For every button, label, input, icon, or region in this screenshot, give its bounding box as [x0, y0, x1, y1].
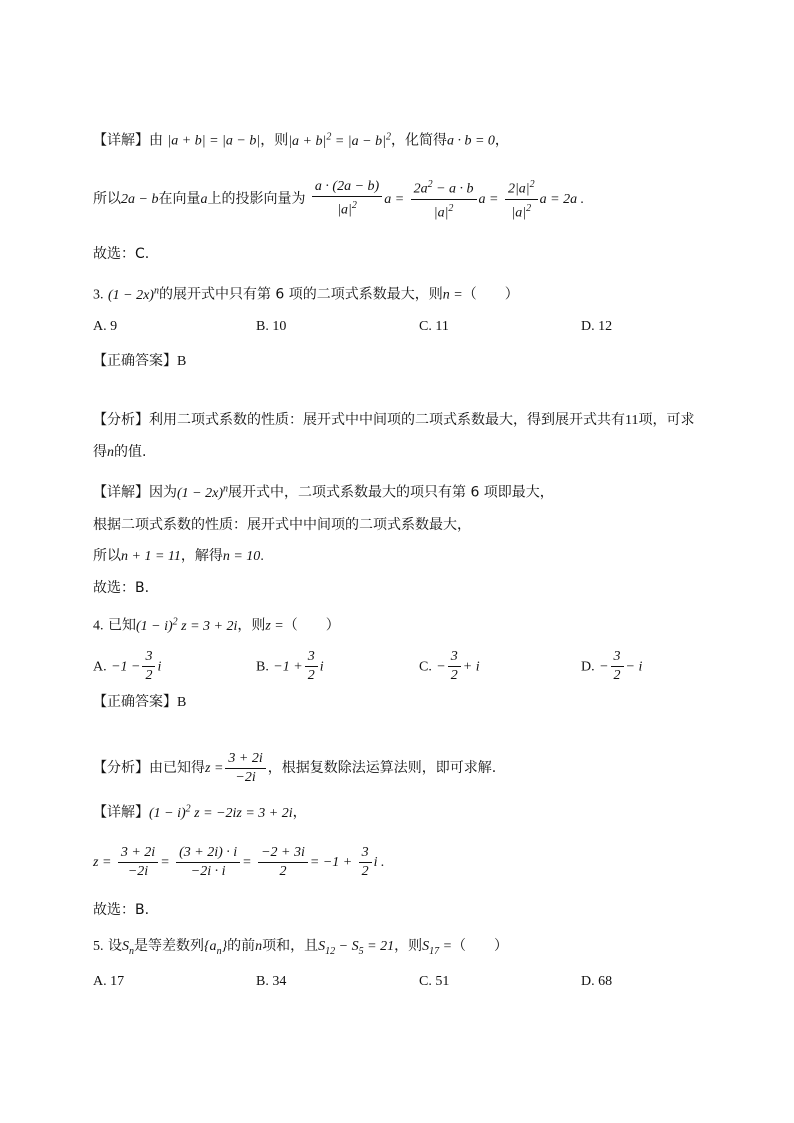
q5-option-a[interactable]: A. 17	[93, 974, 125, 989]
question-4	[93, 612, 340, 637]
q5-option-d[interactable]: D. 68	[581, 974, 613, 989]
q4-option-a[interactable]: A. −1 − $\frac{3}{2}$ i	[93, 649, 162, 683]
question-number: 4.	[93, 618, 104, 634]
analysis-label: 【分析】	[93, 412, 149, 428]
formula: $(1 - 2x)^n$	[107, 285, 159, 303]
formula: $|a + b|^2 = |a - b|^2$	[288, 131, 391, 149]
detail-label: 【详解】	[93, 484, 149, 501]
formula: a	[200, 192, 208, 208]
analysis-label: 【分析】	[93, 760, 149, 776]
q4-answer	[93, 692, 186, 713]
text: （ ）	[462, 286, 519, 303]
text: （ ）	[283, 617, 340, 634]
question-number: 3.	[93, 287, 104, 303]
text: 的值.	[114, 444, 147, 460]
q3-detail-1	[93, 479, 554, 504]
q4-analysis: 【分析】由已知得z = $\frac{3 + 2i}{-2i}$ ，根据复数除法运算法则，即可求解.	[93, 750, 497, 785]
text: 设	[107, 938, 122, 954]
q4-option-c[interactable]: C. − $\frac{3}{2}$ + i	[419, 649, 480, 683]
formula: $(1 - i)^2$ z = −2iz = 3 + 2i	[149, 803, 293, 821]
q4-option-d[interactable]: D. − $\frac{3}{2}$ − i	[581, 649, 643, 683]
detail-label: 【详解】	[93, 804, 149, 821]
formula: a · b = 0	[446, 133, 495, 149]
q4-detail-2: z = $\frac{3 + 2i}{-2i}$ = $\frac{(3 + 2i) \cdot i}{-2i \cdot i}$ = $\frac{-2 + 3i}{2}$ = −1 + $\frac{3}{2}$ i .	[93, 844, 385, 879]
fraction: $\frac{2|a|^2}{|a|^2}$	[505, 176, 538, 222]
text: 由	[149, 132, 163, 149]
text: （ ）	[452, 938, 509, 954]
text: ，则	[260, 132, 289, 149]
formula: n	[107, 445, 114, 460]
q5-option-c[interactable]: C. 51	[419, 974, 450, 989]
q3-answer	[93, 351, 186, 372]
text: 利用二项式系数的性质：展开式中中间项的二项式系数最大，得到展开式共有	[149, 412, 625, 428]
text: 上的投影向量为	[207, 191, 306, 208]
answer-value: B	[177, 354, 187, 369]
fraction: $\frac{(3 + 2i) \cdot i}{-2i \cdot i}$	[176, 844, 240, 881]
q4-choose: 故选：B.	[93, 902, 150, 918]
text: 所以	[93, 191, 121, 208]
q3-option-d[interactable]: D. 12	[581, 319, 613, 334]
text: 在向量	[158, 191, 201, 208]
fraction: $\frac{2a^2 - a \cdot b}{|a|^2}$	[411, 176, 477, 222]
question-3	[93, 281, 519, 306]
text: ，	[494, 132, 509, 149]
text: 项和，且	[262, 938, 319, 954]
answer-label: 【正确答案】	[93, 353, 177, 369]
fraction: $\frac{3}{2}$	[359, 844, 372, 881]
text: 的展开式中只有第 6 项的二项式系数最大，则	[158, 286, 443, 303]
answer-label: 【正确答案】	[93, 694, 177, 710]
formula: n =	[442, 287, 463, 303]
text: 得	[93, 444, 107, 460]
q3-detail-3	[93, 546, 264, 567]
formula: z =	[265, 618, 284, 634]
formula: 2a − b	[121, 192, 159, 208]
fraction: $\frac{-2 + 3i}{2}$	[258, 844, 308, 881]
q3-analysis-2	[93, 442, 146, 463]
option-label: B.	[256, 659, 269, 675]
option-label: C.	[419, 659, 432, 675]
q4-option-b[interactable]: B. −1 + $\frac{3}{2}$ i	[256, 649, 324, 683]
q3-option-c[interactable]: C. 11	[419, 319, 449, 334]
text: 因为	[149, 484, 177, 501]
fraction: $\frac{3 + 2i}{-2i}$	[225, 750, 265, 787]
fraction: $\frac{3 + 2i}{-2i}$	[118, 844, 158, 881]
question-number: 5.	[93, 939, 104, 954]
formula: $(1 - i)^2$ z = 3 + 2i	[135, 616, 238, 634]
text: .	[260, 549, 264, 564]
q4-detail-1: 【详解】$(1 - i)^2$ z = −2iz = 3 + 2i，	[93, 803, 307, 821]
choose-c: 故选：C.	[93, 246, 150, 262]
text: 的前	[227, 938, 256, 954]
detail-line-1	[93, 127, 509, 152]
text: ，则	[237, 617, 266, 634]
answer-value: B	[177, 695, 187, 710]
q3-option-b[interactable]: B. 10	[256, 319, 287, 334]
q5-option-b[interactable]: B. 34	[256, 974, 287, 989]
text: 11	[625, 413, 639, 428]
q3-detail-2: 根据二项式系数的性质：展开式中中间项的二项式系数最大，	[93, 517, 471, 533]
formula: n = 10	[222, 549, 261, 564]
detail-label: 【详解】	[93, 132, 149, 149]
q3-option-a[interactable]: A. 9	[93, 319, 118, 334]
formula: |a + b| = |a − b|	[167, 133, 261, 149]
text: 展开式中，二项式系数最大的项只有第 6 项即最大，	[228, 484, 554, 501]
text: 所以	[93, 548, 121, 564]
formula: $(1 - 2x)^n$	[177, 483, 228, 501]
text: 是等差数列	[133, 938, 204, 954]
text: ，解得	[180, 548, 223, 564]
q3-choose: 故选：B.	[93, 580, 150, 596]
text: 由已知得	[149, 760, 205, 776]
option-label: D.	[581, 659, 595, 675]
fraction: $\frac{a \cdot (2a - b)}{|a|^2}$	[312, 178, 382, 220]
option-label: A.	[93, 659, 107, 675]
question-5: 5. 设$S_n$是等差数列$\{a_n\}$的前n项和，且$S_{12} - S_5 = 21$，则$S_{17}$ =（ ）	[93, 938, 509, 957]
text: 已知	[107, 617, 136, 634]
q3-analysis-1	[93, 410, 694, 431]
text: ，化简得	[390, 132, 447, 149]
text: 项，可求	[638, 412, 695, 428]
text: ，则	[394, 938, 423, 954]
detail-line-2: 所以2a − b在向量a上的投影向量为 $\frac{a \cdot (2a - b)}{|a|^2}$ a = $\frac{2a^2 - a \cdot b}{|a|^2}$ a = $\frac{2|a|^2}{|a|^2}$ a = 2a .	[93, 176, 584, 222]
formula: n + 1 = 11	[121, 549, 181, 564]
text: ，根据复数除法运算法则，即可求解.	[267, 760, 497, 776]
